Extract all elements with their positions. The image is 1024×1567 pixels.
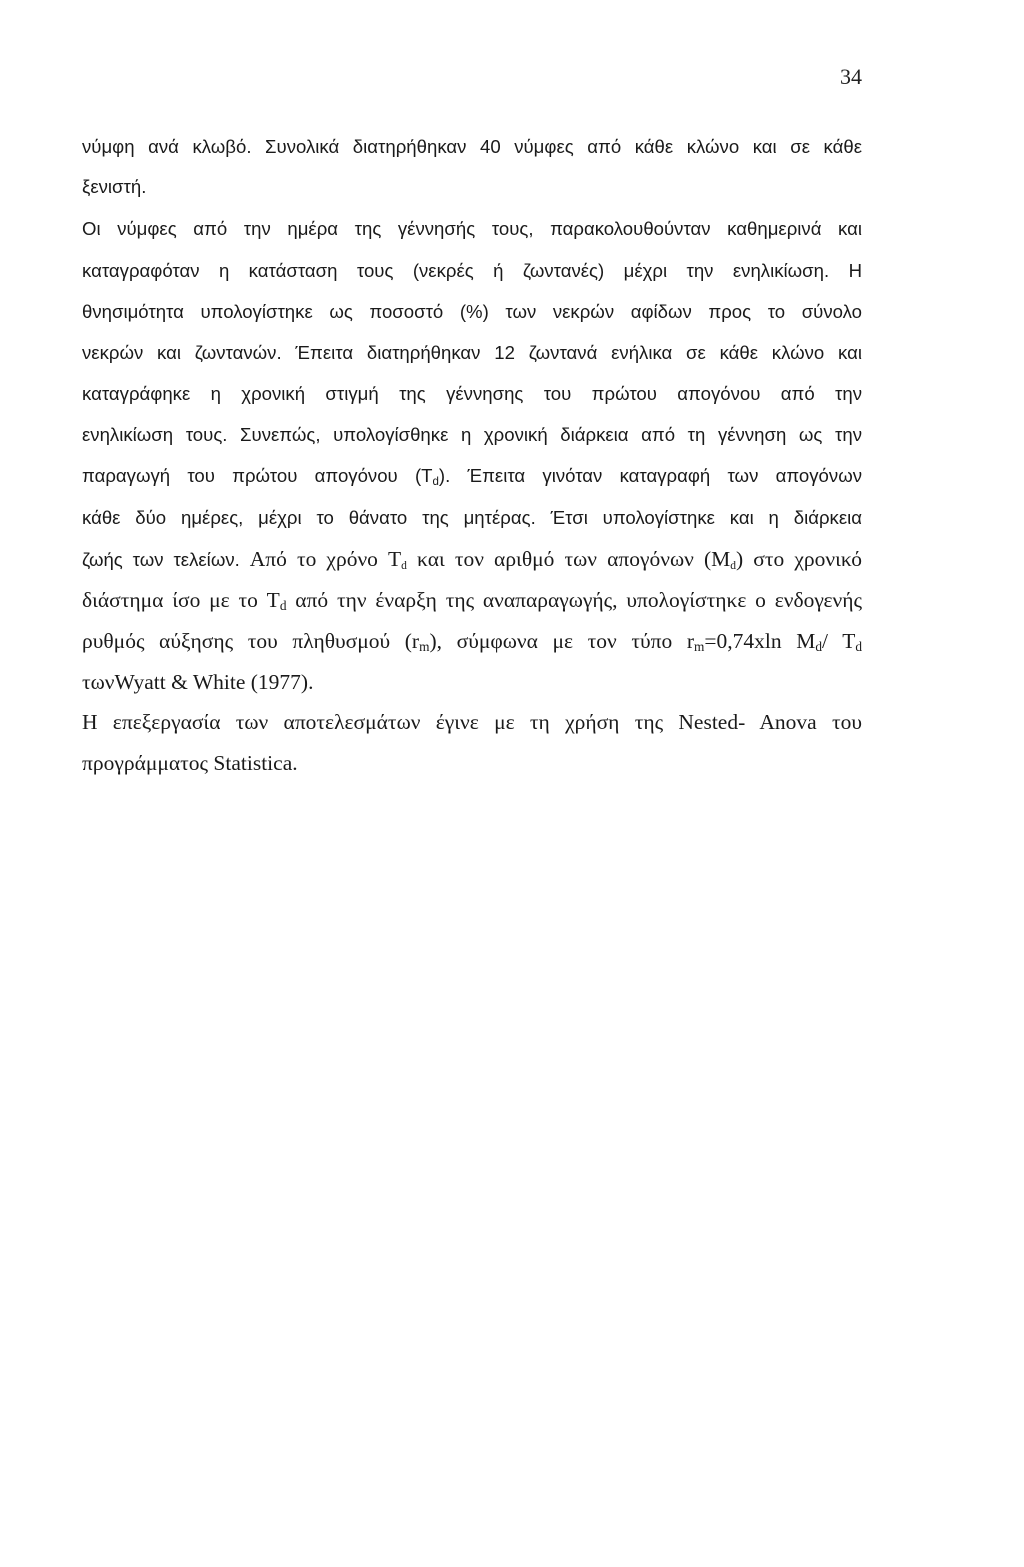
body-line — [82, 544, 862, 574]
body-line: θνησιμότητα υπολογίστηκε ως ποσοστό (%) των νεκρών αφίδων προς το σύνολο — [82, 301, 862, 322]
text-segment: από την έναρξη της αναπαραγωγής, υπολογίστηκε ο ενδογενής — [286, 588, 862, 612]
subscript: d — [855, 639, 863, 654]
page-number: 34 — [840, 64, 862, 89]
body-line: καταγράφηκε η χρονική στιγμή της γέννησης του πρώτου απογόνου από την — [82, 383, 862, 404]
body-line: ενηλικίωση τους. Συνεπώς, υπολογίσθηκε η χρονική διάρκεια από τη γέννηση ως την — [82, 424, 862, 445]
text-segment: / T — [822, 629, 856, 653]
subscript: d — [432, 476, 439, 488]
body-line: τωνWyatt & White (1977). — [82, 670, 314, 694]
body-line: Οι νύμφες από την ημέρα της γέννησής τους, παρακολουθούνταν καθημερινά και — [82, 218, 862, 239]
text-segment: Από το χρόνο T — [249, 547, 402, 571]
text-segment: ζωής των τελείων. — [82, 549, 250, 570]
body-line — [82, 626, 862, 656]
subscript: m — [694, 639, 705, 654]
body-line: ξενιστή. — [82, 176, 147, 197]
subscript: m — [419, 639, 430, 654]
body-line: προγράμματος Statistica. — [82, 751, 298, 775]
body-line — [82, 585, 862, 615]
body-line: νεκρών και ζωντανών. Έπειτα διατηρήθηκαν 12 ζωντανά ενήλικα σε κάθε κλώνο και — [82, 342, 862, 363]
subscript: d — [815, 639, 823, 654]
text-segment: ρυθμός αύξησης του πληθυσμού (r — [82, 629, 420, 653]
subscript: d — [401, 560, 407, 572]
text-segment: διάστημα ίσο με το T — [82, 588, 280, 612]
text-segment: και τον αριθμό των απογόνων (M — [406, 547, 731, 571]
body-line: καταγραφόταν η κατάσταση τους (νεκρές ή ζωντανές) μέχρι την ενηλικίωση. Η — [82, 260, 862, 281]
text-segment: παραγωγή του πρώτου απογόνου (T — [82, 465, 433, 486]
text-segment: ) στο χρονικό — [736, 547, 863, 571]
body-line: νύμφη ανά κλωβό. Συνολικά διατηρήθηκαν 40 νύμφες από κάθε κλώνο και σε κάθε — [82, 136, 862, 157]
body-line: κάθε δύο ημέρες, μέχρι το θάνατο της μητέρας. Έτσι υπολογίστηκε και η διάρκεια — [82, 507, 862, 528]
text-segment: ), σύμφωνα με τον τύπο r — [429, 629, 695, 653]
text-segment: =0,74xln M — [704, 629, 816, 653]
body-line: Η επεξεργασία των αποτελεσμάτων έγινε με τη χρήση της Nested- Anova του — [82, 710, 862, 734]
body-line — [82, 461, 862, 491]
subscript: d — [279, 598, 287, 613]
text-segment: ). Έπειτα γινόταν καταγραφή των απογόνων — [438, 465, 863, 486]
subscript: d — [730, 560, 737, 572]
